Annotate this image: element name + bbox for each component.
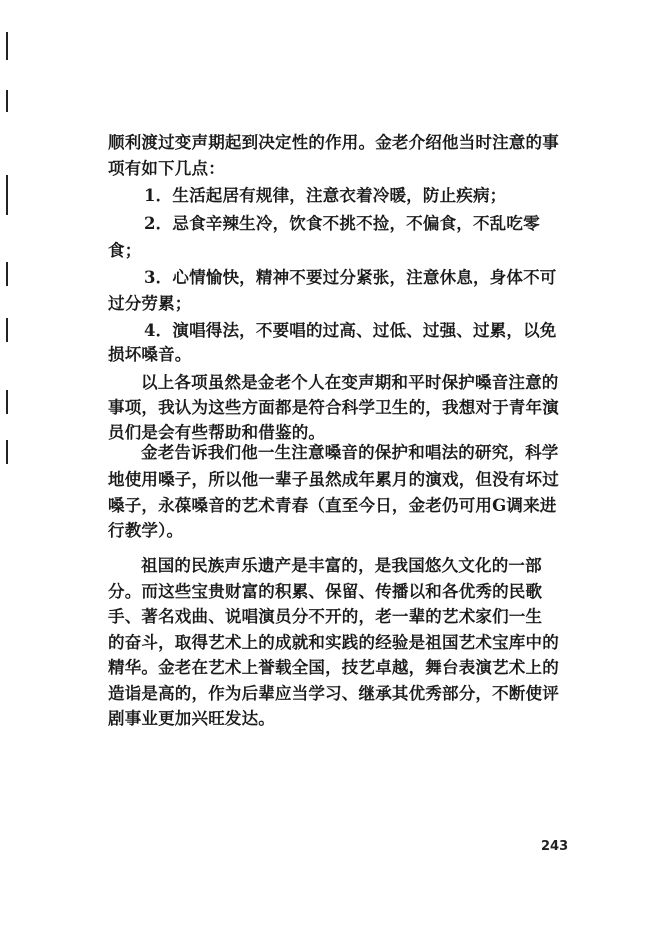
text-line: 剧事业更加兴旺发达。: [108, 709, 275, 728]
text-line: 事项，我认为这些方面都是符合科学卫生的，我想对于青年演: [108, 398, 559, 417]
text-line: 行教学）。: [108, 521, 184, 540]
page-number: 243: [541, 839, 569, 854]
text-line: 员们是会有些帮助和借鉴的。: [108, 423, 326, 442]
margin-mark: [6, 318, 8, 342]
text-line: 损坏嗓音。: [108, 345, 192, 364]
text-line: 的奋斗，取得艺术上的成就和实践的经验是祖国艺术宝库中的: [108, 633, 559, 652]
text-line: 分。而这些宝贵财富的积累、保留、传播以和各优秀的民歌: [108, 582, 543, 601]
text-line: 精华。金老在艺术上誉载全国，技艺卓越，舞台表演艺术上的: [108, 658, 559, 677]
text-line: 地使用嗓子，所以他一辈子虽然成年累月的演戏，但没有坏过: [108, 470, 559, 489]
text-line: 顺利渡过变声期起到决定性的作用。金老介绍他当时注意的事: [108, 133, 559, 152]
text-line: 2．忌食辛辣生冷，饮食不挑不捡，不偏食，不乱吃零: [144, 214, 540, 233]
text-line: 过分劳累；: [108, 294, 192, 313]
text-line: 1．生活起居有规律，注意衣着冷暖，防止疾病；: [144, 186, 507, 205]
text-line: 食；: [108, 241, 142, 260]
text-line: 造诣是高的，作为后辈应当学习、继承其优秀部分，不断使评: [108, 684, 559, 703]
text-line: 嗓子，永葆嗓音的艺术青春（直至今日，金老仍可用G调来进: [108, 496, 557, 515]
text-line: 金老告诉我们他一生注意嗓音的保护和唱法的研究，科学: [141, 443, 559, 462]
margin-mark: [6, 440, 8, 464]
text-line: 祖国的民族声乐遗产是丰富的，是我国悠久文化的一部: [141, 556, 542, 575]
margin-mark: [6, 262, 8, 286]
text-line: 项有如下几点：: [108, 159, 225, 178]
text-line: 手、著名戏曲、说唱演员分不开的，老一辈的艺术家们一生: [108, 607, 543, 626]
margin-mark: [6, 175, 8, 215]
text-line: 4．演唱得法，不要唱的过高、过低、过强、过累，以免: [144, 321, 557, 340]
margin-mark: [6, 32, 8, 60]
margin-mark: [6, 390, 8, 414]
margin-mark: [6, 90, 8, 112]
text-line: 以上各项虽然是金老个人在变声期和平时保护嗓音注意的: [141, 373, 559, 392]
text-line: 3．心情愉快，精神不要过分紧张，注意休息，身体不可: [144, 268, 557, 287]
